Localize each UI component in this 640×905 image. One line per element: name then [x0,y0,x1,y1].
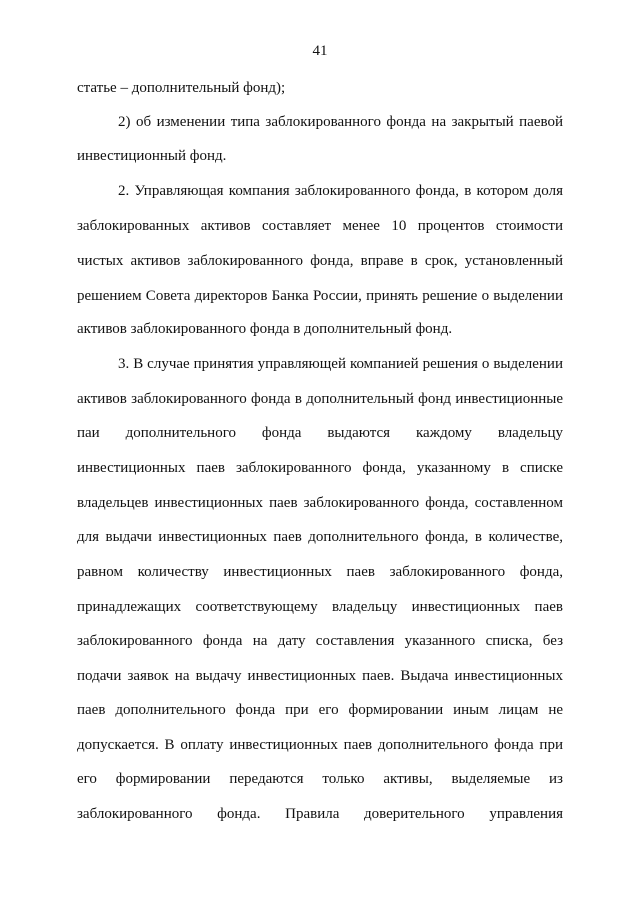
text-line: для выдачи инвестиционных паев дополнительного фонда, в количестве, [77,529,563,545]
text-line: принадлежащих соответствующему владельцу инвестиционных паев [77,599,563,615]
text-line: 2. Управляющая компания заблокированного фонда, в котором доля [118,183,563,199]
text-line: допускается. В оплату инвестиционных паев дополнительного фонда при [77,737,563,753]
text-line: инвестиционный фонд. [77,148,227,164]
text-line: 2) об изменении типа заблокированного фонда на закрытый паевой [118,114,563,130]
text-line: заблокированных активов составляет менее 10 процентов стоимости [77,218,563,234]
text-line: владельцев инвестиционных паев заблокированного фонда, составленном [77,495,563,511]
text-line: решением Совета директоров Банка России, принять решение о выделении [77,288,563,304]
text-line: 3. В случае принятия управляющей компанией решения о выделении [118,356,563,372]
text-line: равном количеству инвестиционных паев заблокированного фонда, [77,564,563,580]
text-line: активов заблокированного фонда в дополнительный фонд инвестиционные [77,391,563,407]
text-line: инвестиционных паев заблокированного фонда, указанному в списке [77,460,563,476]
text-line: подачи заявок на выдачу инвестиционных паев. Выдача инвестиционных [77,668,563,684]
text-line: активов заблокированного фонда в дополнительный фонд. [77,321,453,337]
text-line: заблокированного фонда на дату составления указанного списка, без [77,633,563,649]
text-line: заблокированного фонда. Правила доверительного управления [77,806,563,822]
text-line: его формировании передаются только активы, выделяемые из [77,771,563,787]
text-line: статье – дополнительный фонд); [77,80,286,96]
text-line: паев дополнительного фонда при его формировании иным лицам не [77,702,563,718]
page-number: 41 [312,43,328,59]
text-line: паи дополнительного фонда выдаются каждому владельцу [77,425,563,441]
text-line: чистых активов заблокированного фонда, вправе в срок, установленный [77,253,563,269]
